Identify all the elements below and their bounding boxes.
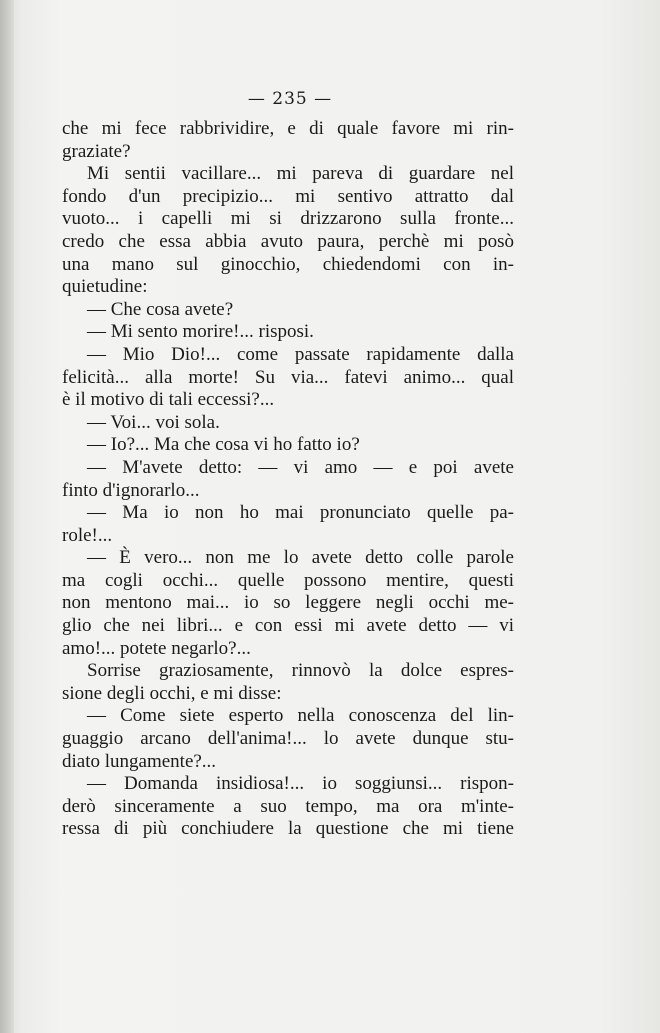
text-line: — Mi sento morire!... risposi. — [87, 321, 314, 343]
text-line: sione degli occhi, e mi disse: — [62, 682, 282, 704]
text-line: quietudine: — [62, 276, 148, 298]
text-line: felicità... alla morte! Su via... fatevi animo... qual — [62, 366, 514, 388]
text-line: derò sinceramente a suo tempo, ma ora m'inte- — [62, 795, 514, 817]
text-line: — Ma io non ho mai pronunciato quelle pa- — [87, 502, 514, 524]
text-line: non mentono mai... io so leggere negli occhi me- — [62, 592, 514, 614]
text-line: una mano sul ginocchio, chiedendomi con in- — [62, 253, 514, 275]
text-line: graziate? — [62, 140, 131, 162]
text-line: amo!... potete negarlo?... — [62, 637, 251, 659]
text-line: — Come siete esperto nella conoscenza del lin- — [87, 705, 514, 727]
text-line: — Voi... voi sola. — [87, 411, 220, 433]
text-line: guaggio arcano dell'anima!... lo avete dunque stu- — [62, 728, 514, 750]
text-line: finto d'ignorarlo... — [62, 479, 200, 501]
text-line: Mi sentii vacillare... mi pareva di guardare nel — [87, 163, 514, 185]
text-line: Sorrise graziosamente, rinnovò la dolce espres- — [87, 660, 514, 682]
text-line: glio che nei libri... e con essi mi avete detto — vi — [62, 615, 514, 637]
text-line: — Che cosa avete? — [87, 298, 234, 320]
text-line: che mi fece rabbrividire, e di quale favore mi rin- — [62, 118, 514, 139]
text-line: è il motivo di tali eccessi?... — [62, 389, 275, 411]
text-line: fondo d'un precipizio... mi sentivo attratto dal — [62, 185, 514, 207]
text-line: — Domanda insidiosa!... io soggiunsi... rispon- — [87, 773, 514, 795]
body-text — [62, 118, 514, 841]
text-line: — Mio Dio!... come passate rapidamente dalla — [87, 343, 514, 365]
text-line: — È vero... non me lo avete detto colle parole — [87, 547, 514, 569]
text-line: — M'avete detto: — vi amo — e poi avete — [87, 456, 514, 478]
text-line: ressa di più conchiudere la questione che mi tiene — [62, 818, 514, 840]
text-line: role!... — [62, 524, 113, 546]
text-line: credo che essa abbia avuto paura, perchè mi posò — [62, 230, 514, 252]
text-line: diato lungamente?... — [62, 750, 217, 772]
page-number: — 235 — — [247, 89, 333, 109]
text-line: ma cogli occhi... quelle possono mentire, questi — [62, 569, 514, 591]
page-spine-shadow — [0, 0, 14, 1033]
text-line: vuoto... i capelli mi si drizzarono sulla fronte... — [62, 208, 514, 230]
text-line: — Io?... Ma che cosa vi ho fatto io? — [87, 434, 360, 456]
